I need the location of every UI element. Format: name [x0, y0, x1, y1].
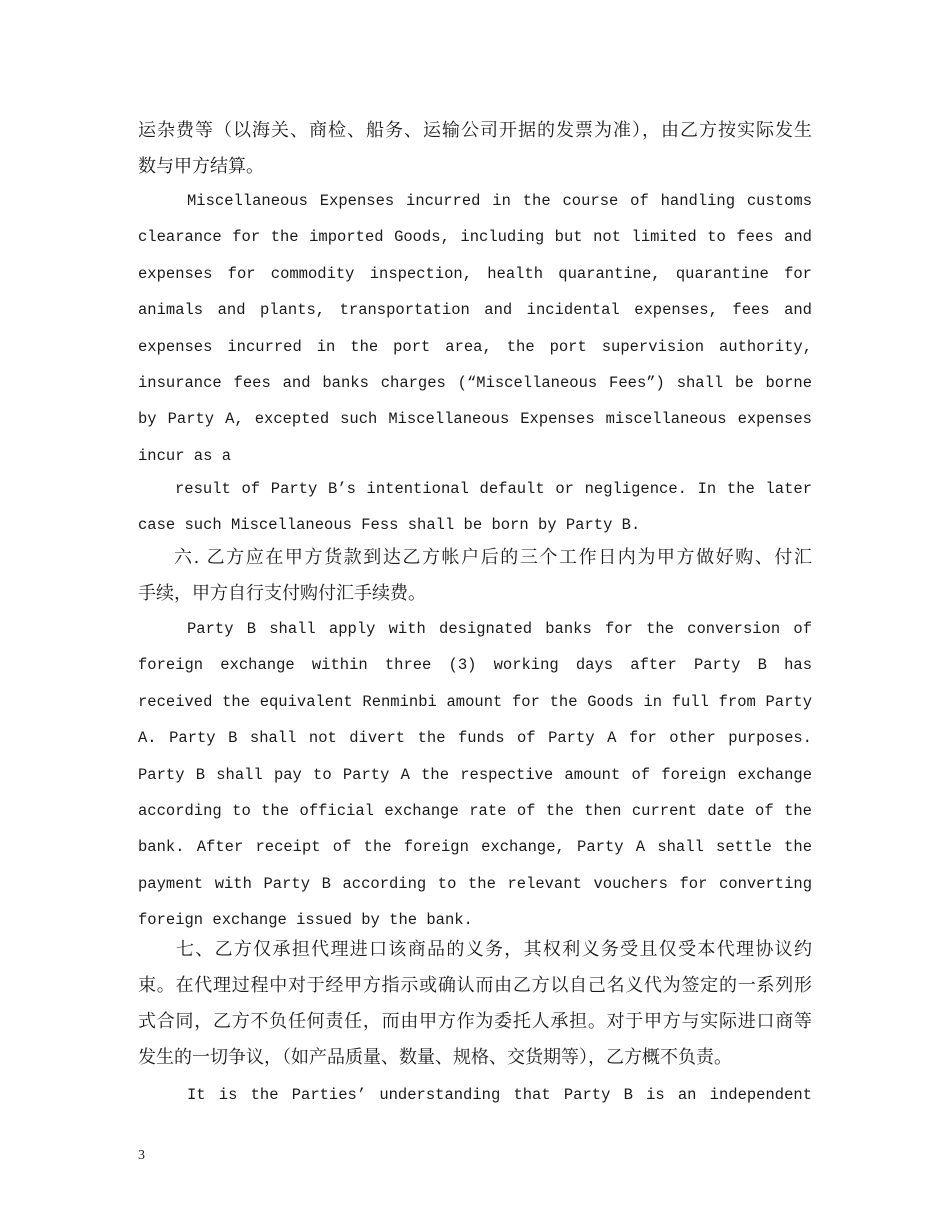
text-line: clearance for the imported Goods, including but not limited to fees and [138, 228, 812, 247]
text-line: foreign exchange within three (3) working days after Party B has [138, 656, 812, 675]
paragraph-en-independent-agent [138, 1077, 812, 1113]
paragraph-zh-clause-six [138, 540, 812, 612]
text-line: according to the official exchange rate of the then current date of the [138, 802, 812, 821]
paragraph-zh-expenses-settlement [138, 113, 812, 185]
text-line: payment with Party B according to the relevant vouchers for converting [138, 874, 812, 893]
text-line: Party B shall apply with designated banks for the conversion of [187, 620, 812, 638]
text-line: 手续，甲方自行支付购付汇手续费。 [138, 583, 426, 604]
text-line: 七、乙方仅承担代理进口该商品的义务，其权利义务受且仅受本代理协议约 [176, 939, 812, 960]
text-line: insurance fees and banks charges (“Miscellaneous Fees”) shall be borne [138, 374, 812, 393]
text-line: 束。在代理过程中对于经甲方指示或确认而由乙方以自己名义代为签定的一系列形 [138, 975, 812, 996]
text-line: bank. After receipt of the foreign exchange, Party A shall settle the [138, 838, 812, 857]
text-line: 式合同，乙方不负任何责任，而由甲方作为委托人承担。对于甲方与实际进口商等 [138, 1011, 812, 1032]
paragraph-en-party-b-default [138, 471, 812, 544]
text-line: 运杂费等（以海关、商检、船务、运输公司开据的发票为准），由乙方按实际发生 [138, 120, 812, 141]
text-line: foreign exchange issued by the bank. [138, 911, 473, 930]
paragraph-en-miscellaneous-expenses [138, 183, 812, 474]
text-line: expenses incurred in the port area, the port supervision authority, [138, 337, 812, 356]
text-line: 数与甲方结算。 [138, 156, 264, 177]
text-line: It is the Parties’ understanding that Party B is an independent [187, 1086, 812, 1104]
text-line: incur as a [138, 446, 232, 465]
text-line: result of Party B’s intentional default or negligence. In the later [175, 480, 812, 498]
text-line: 发生的一切争议，（如产品质量、数量、规格、交货期等），乙方概不负责。 [138, 1047, 732, 1068]
paragraph-zh-clause-seven [138, 932, 812, 1076]
text-line: by Party A, excepted such Miscellaneous Expenses miscellaneous expenses [138, 410, 812, 429]
text-line: Miscellaneous Expenses incurred in the course of handling customs [187, 192, 812, 210]
text-line: animals and plants, transportation and incidental expenses, fees and [138, 301, 812, 320]
text-line: case such Miscellaneous Fess shall be born by Party B. [138, 516, 641, 535]
text-line: received the equivalent Renminbi amount for the Goods in full from Party [138, 692, 812, 711]
paragraph-en-foreign-exchange [138, 611, 812, 939]
text-line: Party B shall pay to Party A the respective amount of foreign exchange [138, 765, 812, 784]
text-line: 六. 乙方应在甲方货款到达乙方帐户后的三个工作日内为甲方做好购、付汇 [174, 547, 812, 568]
page-number: 3 [138, 1148, 145, 1163]
text-line: A. Party B shall not divert the funds of Party A for other purposes. [138, 729, 812, 748]
text-line: expenses for commodity inspection, health quarantine, quarantine for [138, 264, 812, 283]
